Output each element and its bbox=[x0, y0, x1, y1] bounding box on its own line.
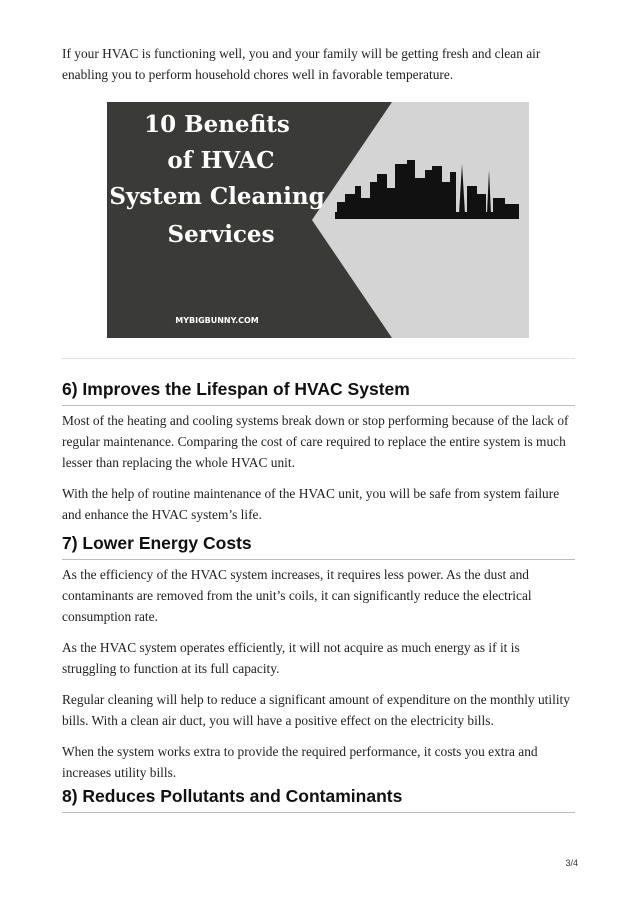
heading-rule bbox=[62, 405, 575, 406]
banner-title-line4: Services bbox=[167, 221, 275, 248]
section-6 bbox=[62, 378, 575, 525]
page-number: 3/4 bbox=[565, 858, 578, 868]
section-paragraph: Regular cleaning will help to reduce a significant amount of expenditure on the monthly utility bills. With a clean air duct, you will have a positive effect on the electricity bills. bbox=[62, 692, 570, 728]
section-paragraph: As the HVAC system operates efficiently, it will not acquire as much energy as if it is struggling to function at its full capacity. bbox=[62, 640, 520, 676]
section-8 bbox=[62, 785, 575, 813]
section-paragraph: As the efficiency of the HVAC system increases, it requires less power. As the dust and contaminants are removed from the unit’s coils, it can significantly reduce the electrical consumption rate. bbox=[62, 567, 532, 624]
section-heading: 6) Improves the Lifespan of HVAC System bbox=[62, 379, 410, 399]
section-paragraph: Most of the heating and cooling systems break down or stop performing because of the lack of regular maintenance. Comparing the cost of care required to replace the entire system is much lesser than replacing the whole HVAC unit. bbox=[62, 413, 569, 470]
banner-site-url: MYBIGBUNNY.COM bbox=[175, 316, 259, 325]
intro-paragraph: If your HVAC is functioning well, you and your family will be getting fresh and clean air enabling you to perform household chores well in favorable temperature. bbox=[62, 46, 541, 82]
heading-rule bbox=[62, 812, 575, 813]
section-heading: 8) Reduces Pollutants and Contaminants bbox=[62, 786, 403, 806]
article-banner-image bbox=[107, 102, 529, 338]
section-paragraph: When the system works extra to provide the required performance, it costs you extra and increases utility bills. bbox=[62, 744, 538, 780]
section-paragraph: With the help of routine maintenance of the HVAC unit, you will be safe from system failure and enhance the HVAC system’s life. bbox=[62, 486, 560, 522]
banner-title-line2: of HVAC bbox=[167, 147, 275, 174]
section-7 bbox=[62, 532, 575, 783]
banner-title-line1: 10 Benefits bbox=[144, 111, 290, 138]
section-heading: 7) Lower Energy Costs bbox=[62, 533, 252, 553]
banner-title-line3: System Cleaning bbox=[109, 183, 325, 210]
heading-rule bbox=[62, 559, 575, 560]
content-divider bbox=[62, 358, 575, 359]
